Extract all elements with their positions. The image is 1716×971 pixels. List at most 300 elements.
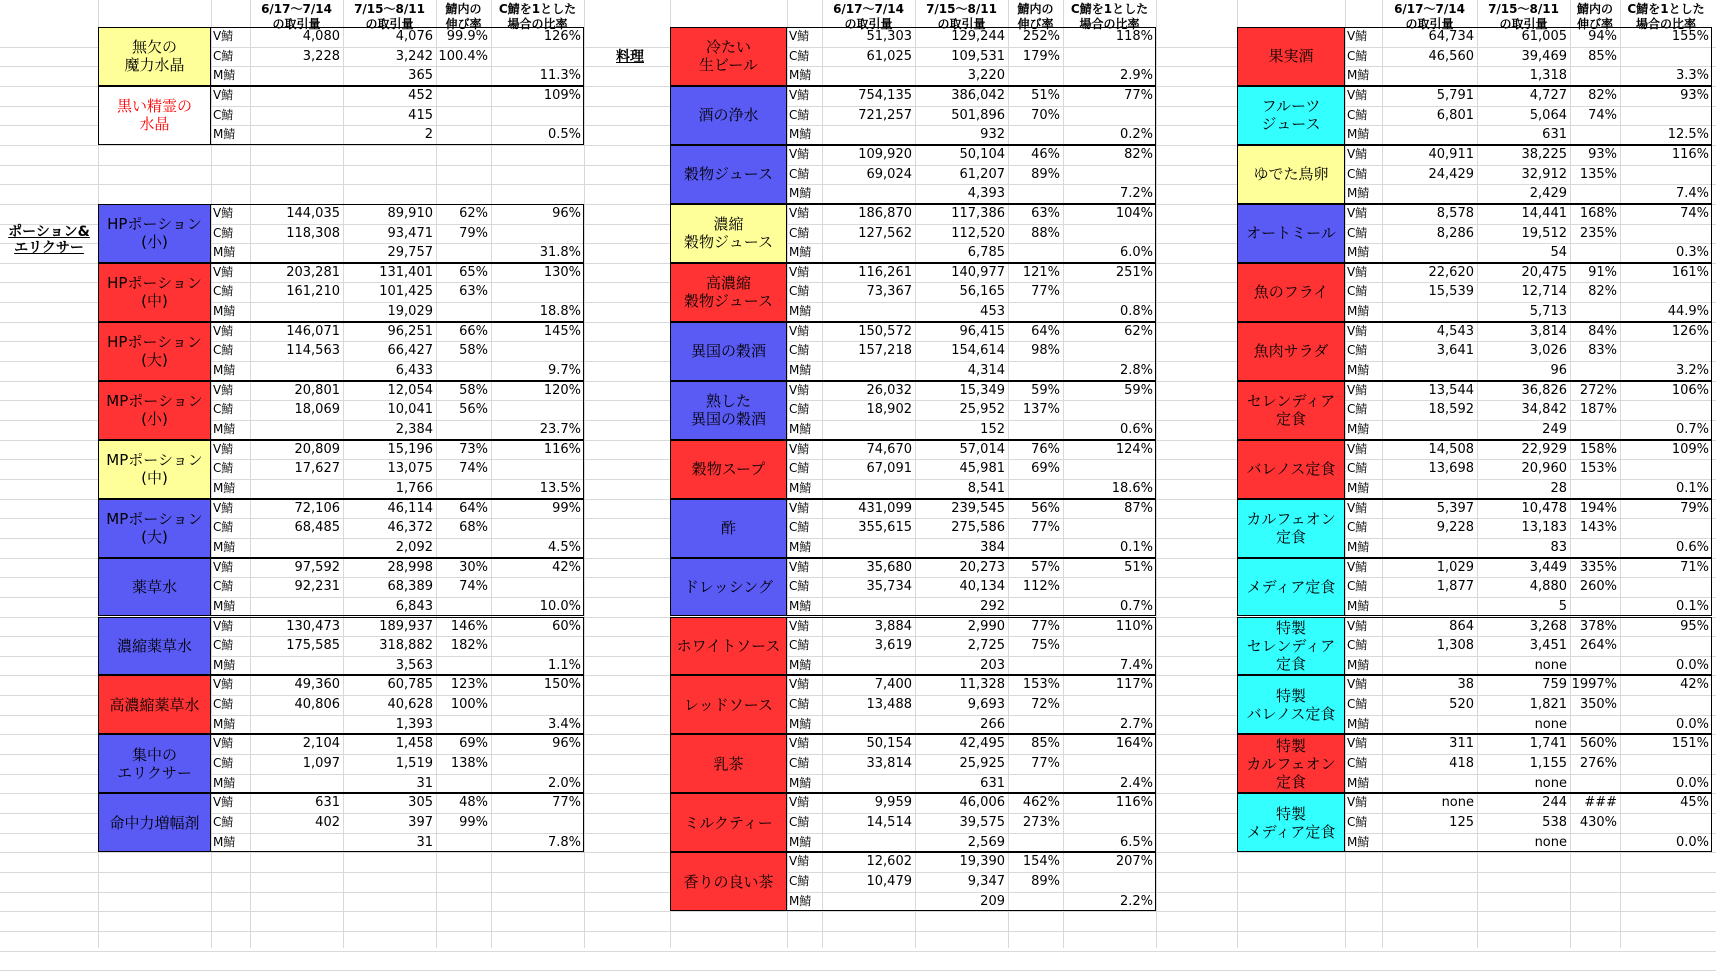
value-cell[interactable]: 56% bbox=[459, 402, 488, 418]
value-cell[interactable]: 83 bbox=[1550, 539, 1567, 555]
value-cell[interactable]: 124% bbox=[1115, 441, 1153, 457]
value-cell[interactable]: 157,218 bbox=[858, 343, 912, 359]
value-cell[interactable]: 462% bbox=[1022, 795, 1060, 811]
value-cell[interactable] bbox=[1570, 361, 1620, 380]
value-cell[interactable]: 350% bbox=[1579, 697, 1617, 713]
value-cell[interactable]: 60% bbox=[552, 618, 581, 634]
value-cell[interactable]: 275,586 bbox=[951, 520, 1005, 536]
value-cell[interactable]: 93% bbox=[1588, 146, 1617, 162]
value-cell[interactable]: 62% bbox=[459, 205, 488, 221]
value-cell[interactable]: 85% bbox=[1588, 48, 1617, 64]
value-cell[interactable]: 5,397 bbox=[1436, 500, 1474, 516]
value-cell[interactable]: 239,545 bbox=[951, 500, 1005, 516]
value-cell[interactable]: 61,005 bbox=[1521, 29, 1567, 44]
value-cell[interactable] bbox=[436, 715, 491, 734]
value-cell[interactable]: 418 bbox=[1449, 756, 1474, 772]
value-cell[interactable] bbox=[491, 224, 584, 243]
value-cell[interactable] bbox=[1063, 459, 1156, 478]
item-name-cell[interactable]: フルーツ ジュース bbox=[1237, 86, 1345, 145]
value-cell[interactable]: 430% bbox=[1579, 815, 1617, 830]
value-cell[interactable] bbox=[250, 243, 343, 262]
value-cell[interactable]: 138% bbox=[450, 756, 488, 772]
value-cell[interactable]: 112,520 bbox=[951, 225, 1005, 241]
value-cell[interactable]: 7.4% bbox=[1119, 657, 1153, 673]
value-cell[interactable]: 3.4% bbox=[547, 716, 581, 732]
value-cell[interactable]: 13,075 bbox=[387, 461, 433, 477]
value-cell[interactable]: 85% bbox=[1031, 736, 1060, 752]
value-cell[interactable]: 12,714 bbox=[1521, 284, 1567, 300]
value-cell[interactable]: 77% bbox=[1124, 87, 1153, 103]
value-cell[interactable]: none bbox=[1441, 795, 1474, 811]
value-cell[interactable]: 5,064 bbox=[1529, 107, 1567, 123]
value-cell[interactable] bbox=[822, 774, 915, 793]
value-cell[interactable]: 129,244 bbox=[951, 29, 1005, 44]
value-cell[interactable]: 112% bbox=[1022, 579, 1060, 595]
value-cell[interactable] bbox=[1570, 125, 1620, 144]
value-cell[interactable]: 72% bbox=[1031, 697, 1060, 713]
value-cell[interactable]: 110% bbox=[1115, 618, 1153, 634]
value-cell[interactable]: 1997% bbox=[1571, 677, 1617, 693]
value-cell[interactable] bbox=[1382, 243, 1477, 262]
value-cell[interactable]: none bbox=[1534, 775, 1567, 791]
value-cell[interactable]: 1,766 bbox=[395, 480, 433, 496]
value-cell[interactable]: 187% bbox=[1579, 402, 1617, 418]
value-cell[interactable]: 8,286 bbox=[1436, 225, 1474, 241]
value-cell[interactable]: 13,698 bbox=[1428, 461, 1474, 477]
value-cell[interactable]: 25,952 bbox=[959, 402, 1005, 418]
value-cell[interactable]: 40,628 bbox=[387, 697, 433, 713]
value-cell[interactable] bbox=[1570, 538, 1620, 557]
value-cell[interactable] bbox=[250, 774, 343, 793]
value-cell[interactable] bbox=[822, 892, 915, 911]
value-cell[interactable]: 38 bbox=[1457, 677, 1474, 693]
value-cell[interactable] bbox=[1063, 754, 1156, 773]
value-cell[interactable]: 74% bbox=[459, 461, 488, 477]
value-cell[interactable] bbox=[1063, 577, 1156, 596]
value-cell[interactable]: 24,429 bbox=[1428, 166, 1474, 182]
value-cell[interactable]: 89% bbox=[1031, 166, 1060, 182]
value-cell[interactable]: 186,870 bbox=[858, 205, 912, 221]
value-cell[interactable] bbox=[822, 656, 915, 675]
value-cell[interactable]: 77% bbox=[1031, 284, 1060, 300]
value-cell[interactable] bbox=[822, 833, 915, 852]
value-cell[interactable] bbox=[436, 833, 491, 852]
value-cell[interactable] bbox=[1620, 636, 1712, 655]
value-cell[interactable] bbox=[1620, 813, 1712, 832]
value-cell[interactable]: 0.0% bbox=[1675, 657, 1709, 673]
value-cell[interactable]: 1,458 bbox=[395, 736, 433, 752]
value-cell[interactable]: 2,104 bbox=[302, 736, 340, 752]
value-cell[interactable]: 158% bbox=[1579, 441, 1617, 457]
value-cell[interactable]: 12,054 bbox=[387, 382, 433, 398]
value-cell[interactable]: 70% bbox=[1031, 107, 1060, 123]
item-name-cell[interactable]: 特製 セレンディア 定食 bbox=[1237, 617, 1345, 676]
value-cell[interactable]: 276% bbox=[1579, 756, 1617, 772]
value-cell[interactable]: 11,328 bbox=[959, 677, 1005, 693]
value-cell[interactable]: 59% bbox=[1124, 382, 1153, 398]
value-cell[interactable]: 3,814 bbox=[1529, 323, 1567, 339]
value-cell[interactable]: 38,225 bbox=[1521, 146, 1567, 162]
value-cell[interactable]: 68,389 bbox=[387, 579, 433, 595]
value-cell[interactable] bbox=[250, 125, 343, 144]
item-name-cell[interactable]: HPポーション (大) bbox=[98, 322, 211, 381]
value-cell[interactable] bbox=[1620, 695, 1712, 714]
value-cell[interactable] bbox=[1008, 361, 1063, 380]
value-cell[interactable] bbox=[491, 695, 584, 714]
value-cell[interactable]: 251% bbox=[1115, 264, 1153, 280]
value-cell[interactable]: 12.5% bbox=[1667, 127, 1709, 143]
value-cell[interactable]: 20,475 bbox=[1521, 264, 1567, 280]
value-cell[interactable]: 631 bbox=[315, 795, 340, 811]
value-cell[interactable]: 145% bbox=[543, 323, 581, 339]
value-cell[interactable] bbox=[1570, 302, 1620, 321]
value-cell[interactable]: 266 bbox=[980, 716, 1005, 732]
value-cell[interactable]: 35,680 bbox=[866, 559, 912, 575]
value-cell[interactable]: 74,670 bbox=[866, 441, 912, 457]
value-cell[interactable]: 292 bbox=[980, 598, 1005, 614]
value-cell[interactable]: 721,257 bbox=[858, 107, 912, 123]
value-cell[interactable]: 98% bbox=[1031, 343, 1060, 359]
value-cell[interactable]: 1,318 bbox=[1529, 68, 1567, 84]
value-cell[interactable]: 30% bbox=[459, 559, 488, 575]
value-cell[interactable]: ### bbox=[1584, 795, 1617, 811]
value-cell[interactable]: 272% bbox=[1579, 382, 1617, 398]
value-cell[interactable]: 7,400 bbox=[874, 677, 912, 693]
item-name-cell[interactable]: 酢 bbox=[670, 499, 787, 558]
value-cell[interactable]: 260% bbox=[1579, 579, 1617, 595]
value-cell[interactable]: 6.5% bbox=[1119, 834, 1153, 850]
value-cell[interactable]: 9,959 bbox=[874, 795, 912, 811]
value-cell[interactable]: 114,563 bbox=[286, 343, 340, 359]
value-cell[interactable]: 19,029 bbox=[387, 304, 433, 320]
value-cell[interactable]: 415 bbox=[408, 107, 433, 123]
value-cell[interactable]: 273% bbox=[1022, 815, 1060, 830]
value-cell[interactable]: 66% bbox=[459, 323, 488, 339]
value-cell[interactable]: 63% bbox=[459, 284, 488, 300]
value-cell[interactable]: 431,099 bbox=[858, 500, 912, 516]
value-cell[interactable]: 2,092 bbox=[395, 539, 433, 555]
value-cell[interactable]: 131,401 bbox=[379, 264, 433, 280]
value-cell[interactable]: 10.0% bbox=[539, 598, 581, 614]
value-cell[interactable] bbox=[1570, 66, 1620, 85]
value-cell[interactable]: 96,251 bbox=[387, 323, 433, 339]
value-cell[interactable] bbox=[491, 813, 584, 832]
value-cell[interactable]: 58% bbox=[459, 343, 488, 359]
value-cell[interactable] bbox=[436, 656, 491, 675]
value-cell[interactable]: 72,106 bbox=[294, 500, 340, 516]
value-cell[interactable]: 520 bbox=[1449, 697, 1474, 713]
value-cell[interactable]: 2,569 bbox=[967, 834, 1005, 850]
value-cell[interactable]: 3,220 bbox=[967, 68, 1005, 84]
value-cell[interactable]: 22,929 bbox=[1521, 441, 1567, 457]
value-cell[interactable]: 116% bbox=[1115, 795, 1153, 811]
value-cell[interactable]: 34,842 bbox=[1521, 402, 1567, 418]
item-name-cell[interactable]: 乳茶 bbox=[670, 734, 787, 793]
value-cell[interactable]: 79% bbox=[459, 225, 488, 241]
value-cell[interactable]: 14,514 bbox=[866, 815, 912, 830]
value-cell[interactable] bbox=[1382, 479, 1477, 498]
value-cell[interactable]: 0.1% bbox=[1675, 598, 1709, 614]
value-cell[interactable] bbox=[1620, 754, 1712, 773]
value-cell[interactable] bbox=[1008, 302, 1063, 321]
value-cell[interactable] bbox=[1008, 420, 1063, 439]
value-cell[interactable]: 97,592 bbox=[294, 559, 340, 575]
item-name-cell[interactable]: バレノス定食 bbox=[1237, 440, 1345, 499]
value-cell[interactable]: 7.4% bbox=[1675, 186, 1709, 202]
value-cell[interactable]: 106% bbox=[1671, 382, 1709, 398]
value-cell[interactable]: 182% bbox=[450, 638, 488, 654]
value-cell[interactable] bbox=[1620, 106, 1712, 125]
value-cell[interactable]: 0.0% bbox=[1675, 834, 1709, 850]
value-cell[interactable]: 144,035 bbox=[286, 205, 340, 221]
value-cell[interactable] bbox=[491, 282, 584, 301]
value-cell[interactable]: 386,042 bbox=[951, 87, 1005, 103]
value-cell[interactable]: 87% bbox=[1124, 500, 1153, 516]
value-cell[interactable]: 18.6% bbox=[1111, 480, 1153, 496]
value-cell[interactable]: 5,791 bbox=[1436, 87, 1474, 103]
value-cell[interactable]: 1,155 bbox=[1529, 756, 1567, 772]
item-name-cell[interactable]: HPポーション (中) bbox=[98, 263, 211, 322]
value-cell[interactable]: 378% bbox=[1579, 618, 1617, 634]
value-cell[interactable]: 49,360 bbox=[294, 677, 340, 693]
value-cell[interactable]: 3,228 bbox=[302, 48, 340, 64]
value-cell[interactable] bbox=[1008, 833, 1063, 852]
value-cell[interactable]: 26,032 bbox=[866, 382, 912, 398]
value-cell[interactable]: 151% bbox=[1671, 736, 1709, 752]
value-cell[interactable]: 33,814 bbox=[866, 756, 912, 772]
value-cell[interactable] bbox=[491, 518, 584, 537]
value-cell[interactable]: 68% bbox=[459, 520, 488, 536]
value-cell[interactable] bbox=[491, 754, 584, 773]
value-cell[interactable]: 155% bbox=[1671, 29, 1709, 44]
value-cell[interactable]: 10,478 bbox=[1521, 500, 1567, 516]
value-cell[interactable]: 2.8% bbox=[1119, 363, 1153, 379]
value-cell[interactable]: 127,562 bbox=[858, 225, 912, 241]
value-cell[interactable] bbox=[822, 243, 915, 262]
value-cell[interactable] bbox=[250, 656, 343, 675]
value-cell[interactable] bbox=[1570, 420, 1620, 439]
value-cell[interactable]: 96% bbox=[552, 736, 581, 752]
value-cell[interactable] bbox=[822, 361, 915, 380]
value-cell[interactable]: 92,231 bbox=[294, 579, 340, 595]
value-cell[interactable] bbox=[250, 538, 343, 557]
value-cell[interactable]: 164% bbox=[1115, 736, 1153, 752]
item-name-cell[interactable]: 黒い精霊の 水晶 bbox=[98, 86, 211, 145]
value-cell[interactable]: 82% bbox=[1588, 284, 1617, 300]
item-name-cell[interactable]: 冷たい 生ビール bbox=[670, 27, 787, 86]
value-cell[interactable]: 18,902 bbox=[866, 402, 912, 418]
value-cell[interactable] bbox=[1063, 341, 1156, 360]
value-cell[interactable]: 94% bbox=[1588, 29, 1617, 44]
value-cell[interactable] bbox=[491, 47, 584, 66]
value-cell[interactable] bbox=[1008, 184, 1063, 203]
value-cell[interactable]: 9,347 bbox=[967, 873, 1005, 889]
value-cell[interactable]: 44.9% bbox=[1667, 304, 1709, 320]
value-cell[interactable] bbox=[1063, 813, 1156, 832]
value-cell[interactable]: 5 bbox=[1558, 598, 1567, 614]
item-name-cell[interactable]: 魚のフライ bbox=[1237, 263, 1345, 322]
value-cell[interactable] bbox=[1382, 715, 1477, 734]
value-cell[interactable] bbox=[250, 715, 343, 734]
value-cell[interactable] bbox=[250, 361, 343, 380]
value-cell[interactable]: 15,196 bbox=[387, 441, 433, 457]
value-cell[interactable]: 4,393 bbox=[967, 186, 1005, 202]
value-cell[interactable]: 31 bbox=[416, 775, 433, 791]
value-cell[interactable]: 2,990 bbox=[967, 618, 1005, 634]
value-cell[interactable]: 3,268 bbox=[1529, 618, 1567, 634]
value-cell[interactable]: none bbox=[1534, 834, 1567, 850]
value-cell[interactable]: 20,809 bbox=[294, 441, 340, 457]
value-cell[interactable] bbox=[250, 597, 343, 616]
value-cell[interactable]: 4,076 bbox=[395, 29, 433, 44]
value-cell[interactable]: 89,910 bbox=[387, 205, 433, 221]
value-cell[interactable]: 0.1% bbox=[1119, 539, 1153, 555]
value-cell[interactable]: 2.4% bbox=[1119, 775, 1153, 791]
value-cell[interactable]: 74% bbox=[459, 579, 488, 595]
value-cell[interactable] bbox=[822, 66, 915, 85]
value-cell[interactable] bbox=[491, 636, 584, 655]
value-cell[interactable]: 28 bbox=[1550, 480, 1567, 496]
value-cell[interactable]: 244 bbox=[1542, 795, 1567, 811]
value-cell[interactable] bbox=[1382, 361, 1477, 380]
value-cell[interactable]: 365 bbox=[408, 68, 433, 84]
value-cell[interactable]: 179% bbox=[1022, 48, 1060, 64]
value-cell[interactable]: 57% bbox=[1031, 559, 1060, 575]
value-cell[interactable]: 57,014 bbox=[959, 441, 1005, 457]
value-cell[interactable] bbox=[491, 106, 584, 125]
value-cell[interactable] bbox=[436, 420, 491, 439]
value-cell[interactable]: 11.3% bbox=[539, 68, 581, 84]
value-cell[interactable] bbox=[1063, 872, 1156, 891]
item-name-cell[interactable]: 特製 カルフェオン 定食 bbox=[1237, 734, 1345, 793]
value-cell[interactable]: 203 bbox=[980, 657, 1005, 673]
value-cell[interactable]: 6.0% bbox=[1119, 245, 1153, 261]
value-cell[interactable]: 3,026 bbox=[1529, 343, 1567, 359]
value-cell[interactable]: 35,734 bbox=[866, 579, 912, 595]
value-cell[interactable] bbox=[1382, 125, 1477, 144]
value-cell[interactable]: 40,806 bbox=[294, 697, 340, 713]
value-cell[interactable] bbox=[1063, 518, 1156, 537]
value-cell[interactable] bbox=[822, 184, 915, 203]
value-cell[interactable]: 68,485 bbox=[294, 520, 340, 536]
value-cell[interactable]: 50,154 bbox=[866, 736, 912, 752]
value-cell[interactable]: 175,585 bbox=[286, 638, 340, 654]
value-cell[interactable] bbox=[1382, 774, 1477, 793]
value-cell[interactable]: 14,441 bbox=[1521, 205, 1567, 221]
value-cell[interactable] bbox=[1382, 66, 1477, 85]
value-cell[interactable] bbox=[1008, 715, 1063, 734]
value-cell[interactable] bbox=[436, 243, 491, 262]
value-cell[interactable]: 99% bbox=[552, 500, 581, 516]
value-cell[interactable]: 150% bbox=[543, 677, 581, 693]
value-cell[interactable]: 3.3% bbox=[1675, 68, 1709, 84]
value-cell[interactable]: 130,473 bbox=[286, 618, 340, 634]
value-cell[interactable] bbox=[1008, 892, 1063, 911]
value-cell[interactable]: 7.2% bbox=[1119, 186, 1153, 202]
value-cell[interactable] bbox=[822, 715, 915, 734]
value-cell[interactable]: 109% bbox=[1671, 441, 1709, 457]
value-cell[interactable]: none bbox=[1534, 657, 1567, 673]
value-cell[interactable]: 452 bbox=[408, 87, 433, 103]
value-cell[interactable]: 3,884 bbox=[874, 618, 912, 634]
value-cell[interactable] bbox=[436, 479, 491, 498]
value-cell[interactable] bbox=[1620, 577, 1712, 596]
value-cell[interactable]: 77% bbox=[1031, 618, 1060, 634]
value-cell[interactable]: 249 bbox=[1542, 422, 1567, 437]
value-cell[interactable]: 397 bbox=[408, 815, 433, 830]
value-cell[interactable]: 77% bbox=[1031, 520, 1060, 536]
value-cell[interactable]: 4,727 bbox=[1529, 87, 1567, 103]
value-cell[interactable]: none bbox=[1534, 716, 1567, 732]
item-name-cell[interactable]: MPポーション (中) bbox=[98, 440, 211, 499]
value-cell[interactable]: 82% bbox=[1588, 87, 1617, 103]
value-cell[interactable]: 69% bbox=[1031, 461, 1060, 477]
value-cell[interactable]: 20,273 bbox=[959, 559, 1005, 575]
value-cell[interactable]: 130% bbox=[543, 264, 581, 280]
value-cell[interactable]: 631 bbox=[1542, 127, 1567, 143]
value-cell[interactable] bbox=[436, 86, 491, 105]
item-name-cell[interactable]: オートミール bbox=[1237, 204, 1345, 263]
value-cell[interactable]: 42% bbox=[552, 559, 581, 575]
value-cell[interactable]: 51,303 bbox=[866, 29, 912, 44]
value-cell[interactable] bbox=[1570, 656, 1620, 675]
item-name-cell[interactable]: HPポーション (小) bbox=[98, 204, 211, 263]
value-cell[interactable]: 1,821 bbox=[1529, 697, 1567, 713]
value-cell[interactable] bbox=[1570, 243, 1620, 262]
item-name-cell[interactable]: レッドソース bbox=[670, 675, 787, 734]
value-cell[interactable]: 6,433 bbox=[395, 363, 433, 379]
value-cell[interactable]: 36,826 bbox=[1521, 382, 1567, 398]
value-cell[interactable]: 355,615 bbox=[858, 520, 912, 536]
value-cell[interactable]: 28,998 bbox=[387, 559, 433, 575]
value-cell[interactable]: 8,578 bbox=[1436, 205, 1474, 221]
value-cell[interactable] bbox=[1063, 47, 1156, 66]
value-cell[interactable] bbox=[1620, 165, 1712, 184]
value-cell[interactable]: 82% bbox=[1124, 146, 1153, 162]
value-cell[interactable]: 31.8% bbox=[539, 245, 581, 261]
value-cell[interactable]: 14,508 bbox=[1428, 441, 1474, 457]
value-cell[interactable] bbox=[1570, 184, 1620, 203]
value-cell[interactable]: 125 bbox=[1449, 815, 1474, 830]
value-cell[interactable] bbox=[822, 538, 915, 557]
value-cell[interactable]: 3,451 bbox=[1529, 638, 1567, 654]
value-cell[interactable]: 154% bbox=[1022, 854, 1060, 870]
value-cell[interactable] bbox=[491, 459, 584, 478]
value-cell[interactable]: 93% bbox=[1680, 87, 1709, 103]
value-cell[interactable]: 50,104 bbox=[959, 146, 1005, 162]
item-name-cell[interactable]: 濃縮薬草水 bbox=[98, 617, 211, 676]
value-cell[interactable]: 3,449 bbox=[1529, 559, 1567, 575]
value-cell[interactable]: 64% bbox=[459, 500, 488, 516]
value-cell[interactable]: 152 bbox=[980, 422, 1005, 437]
item-name-cell[interactable]: 特製 バレノス定食 bbox=[1237, 675, 1345, 734]
value-cell[interactable]: 121% bbox=[1022, 264, 1060, 280]
value-cell[interactable]: 31 bbox=[416, 834, 433, 850]
value-cell[interactable]: 1,393 bbox=[395, 716, 433, 732]
value-cell[interactable] bbox=[436, 66, 491, 85]
value-cell[interactable]: 4,314 bbox=[967, 363, 1005, 379]
value-cell[interactable] bbox=[1063, 106, 1156, 125]
value-cell[interactable] bbox=[1570, 774, 1620, 793]
value-cell[interactable]: 18,069 bbox=[294, 402, 340, 418]
value-cell[interactable] bbox=[1008, 243, 1063, 262]
value-cell[interactable]: 305 bbox=[408, 795, 433, 811]
value-cell[interactable]: 384 bbox=[980, 539, 1005, 555]
value-cell[interactable]: 116,261 bbox=[858, 264, 912, 280]
value-cell[interactable]: 109,531 bbox=[951, 48, 1005, 64]
value-cell[interactable]: 6,801 bbox=[1436, 107, 1474, 123]
value-cell[interactable]: 13.5% bbox=[539, 480, 581, 496]
